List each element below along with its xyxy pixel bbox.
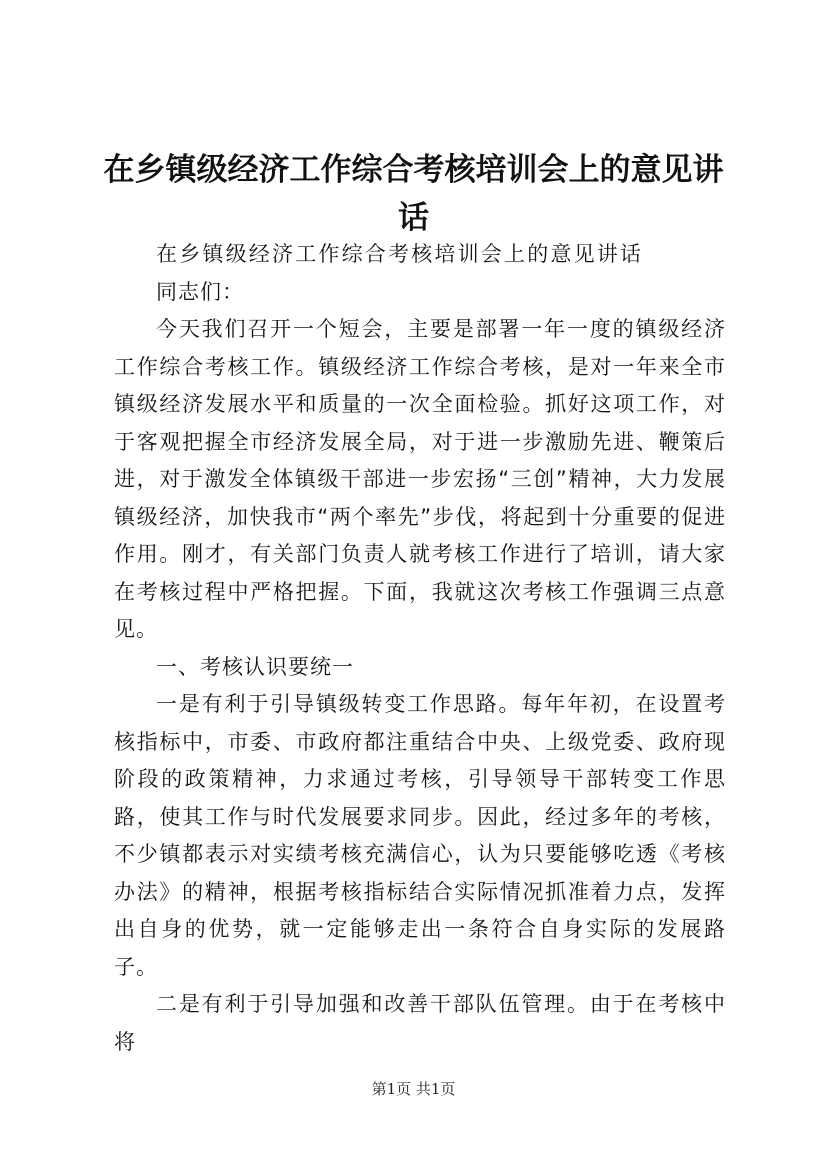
- page-footer: 第1页 共1页: [371, 1080, 456, 1098]
- section-heading: 一、考核认识要统一: [156, 654, 354, 679]
- document-title: 在乡镇级经济工作综合考核培训会上的意见讲话: [103, 152, 724, 236]
- subtitle-paragraph: 在乡镇级经济工作综合考核培训会上的意见讲话: [156, 242, 644, 266]
- salutation-paragraph: 同志们：: [156, 279, 244, 304]
- intro-paragraph: 今天我们召开一个短会，主要是部署一年一度的镇级经济工作综合考核工作。镇级经济工作综合考核，是对一年来全市镇级经济发展水平和质量的一次全面检验。抓好这项工作，对于客观把握全市经济发展全局，对于进一步激励先进、鞭策后进，对于激发全体镇级干部进一步宏扬“三创”精神，大力发展镇级经济，加快我市“两个率先”步伐，将起到十分重要的促进作用。刚才，有关部门负责人就考核工作进行了培训，请大家在考核过程中严格把握。下面，我就这次考核工作强调三点意见。: [114, 317, 726, 641]
- document-body: [114, 236, 726, 1061]
- point-two-paragraph: 二是有利于引导加强和改善干部队伍管理。由于在考核中将: [114, 992, 726, 1054]
- point-one-paragraph: 一是有利于引导镇级转变工作思路。每年年初，在设置考核指标中，市委、市政府都注重结合中央、上级党委、政府现阶段的政策精神，力求通过考核，引导领导干部转变工作思路，使其工作与时代发展要求同步。因此，经过多年的考核，不少镇都表示对实绩考核充满信心，认为只要能够吃透《考核办法》的精神，根据考核指标结合实际情况抓准着力点，发挥出自身的优势，就一定能够走出一条符合自身实际的发展路子。: [114, 692, 726, 979]
